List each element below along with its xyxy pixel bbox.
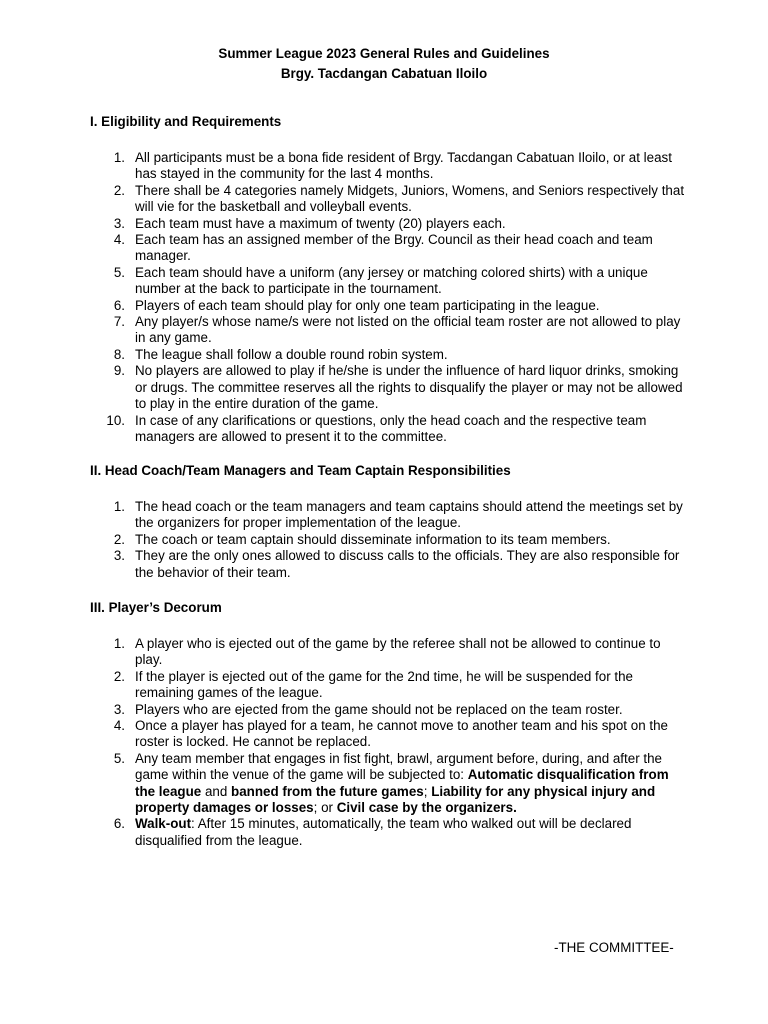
list-item bbox=[90, 265, 690, 298]
list-item bbox=[90, 216, 690, 232]
list-number: 7. bbox=[113, 314, 125, 330]
bold-text: Liability for any physical injury and property damages or losses bbox=[135, 783, 656, 816]
text-run: and bbox=[201, 783, 232, 799]
list-text: Each team has an assigned member of the Brgy. Council as their head coach and team manager. bbox=[135, 232, 653, 264]
text-run: : After 15 minutes, automatically, the team who walked out will be declared disqualified from the league. bbox=[135, 816, 632, 848]
list-item bbox=[90, 548, 690, 581]
list-number: 3. bbox=[113, 701, 125, 717]
list-number: 2. bbox=[113, 182, 125, 198]
list-item bbox=[90, 702, 690, 718]
eligibility-list bbox=[90, 150, 690, 445]
list-number: 4. bbox=[113, 718, 125, 734]
list-text: No players are allowed to play if he/she is under the influence of hard liquor drinks, smoking or drugs. The committee reserves all the rights to disqualify the player or may not be allowed to play in the entire duration of the game. bbox=[135, 363, 683, 412]
list-item bbox=[90, 150, 690, 183]
section-heading-decorum: III. Player’s Decorum bbox=[90, 600, 222, 615]
list-number: 2. bbox=[113, 531, 125, 547]
list-item bbox=[90, 669, 690, 702]
list-number: 1. bbox=[113, 636, 125, 651]
text-run: ; or bbox=[313, 800, 337, 816]
list-number: 5. bbox=[113, 264, 125, 280]
list-item bbox=[90, 816, 690, 849]
list-item bbox=[90, 232, 690, 265]
list-text: Once a player has played for a team, he cannot move to another team and his spot on the roster is locked. He cannot be replaced. bbox=[135, 718, 668, 750]
list-text: They are the only ones allowed to discuss calls to the officials. They are also responsible for the behavior of their team. bbox=[135, 548, 680, 580]
list-item bbox=[90, 413, 690, 446]
list-text: Players who are ejected from the game should not be replaced on the team roster. bbox=[135, 701, 623, 717]
list-number: 3. bbox=[113, 215, 125, 231]
list-text: Players of each team should play for only one team participating in the league. bbox=[135, 297, 600, 313]
list-item bbox=[90, 363, 690, 412]
bold-text: Civil case by the organizers. bbox=[336, 800, 517, 816]
list-number: 4. bbox=[113, 232, 125, 248]
list-text: A player who is ejected out of the game by the referee shall not be allowed to continue to play. bbox=[135, 636, 661, 668]
list-number: 6. bbox=[113, 816, 125, 832]
list-item bbox=[90, 499, 690, 532]
list-text: The coach or team captain should disseminate information to its team members. bbox=[135, 531, 611, 547]
responsibilities-list bbox=[90, 499, 690, 581]
signature: -THE COMMITTEE- bbox=[554, 940, 674, 955]
list-text: If the player is ejected out of the game for the 2nd time, he will be suspended for the remaining games of the league. bbox=[135, 668, 633, 701]
text-run: Any team member that engages in fist fight, brawl, argument before, during, and after the game within the venue of the game will be subjected to: bbox=[135, 750, 662, 783]
list-item bbox=[90, 314, 690, 347]
list-item bbox=[90, 636, 690, 669]
list-text: Each team should have a uniform (any jersey or matching colored shirts) with a unique number at the back to participate in the tournament. bbox=[135, 264, 648, 297]
text-run: ; bbox=[423, 783, 432, 799]
list-number: 1. bbox=[113, 499, 125, 514]
list-number: 1. bbox=[113, 150, 125, 165]
section-heading-eligibility: I. Eligibility and Requirements bbox=[90, 114, 282, 129]
document-subtitle: Brgy. Tacdangan Cabatuan Iloilo bbox=[280, 66, 488, 81]
list-item bbox=[90, 718, 690, 751]
list-number: 8. bbox=[113, 346, 125, 362]
document-title: Summer League 2023 General Rules and Guidelines bbox=[218, 46, 550, 61]
list-text: There shall be 4 categories namely Midgets, Juniors, Womens, and Seniors respectively that will vie for the basketball and volleyball events. bbox=[135, 182, 685, 215]
list-item bbox=[90, 183, 690, 216]
bold-text: Automatic disqualification from the league bbox=[135, 767, 669, 799]
section-heading-responsibilities: II. Head Coach/Team Managers and Team Captain Responsibilities bbox=[90, 463, 511, 478]
list-number: 6. bbox=[113, 297, 125, 313]
list-item bbox=[90, 751, 690, 817]
list-item bbox=[90, 347, 690, 363]
decorum-list bbox=[90, 636, 690, 849]
list-number: 9. bbox=[113, 363, 125, 379]
bold-text: Walk-out bbox=[135, 816, 192, 832]
list-text bbox=[135, 816, 690, 849]
list-number: 5. bbox=[113, 750, 125, 766]
list-text: Any player/s whose name/s were not listed on the official team roster are not allowed to play in any game. bbox=[135, 314, 681, 346]
list-text: In case of any clarifications or questions, only the head coach and the respective team managers are allowed to present it to the committee. bbox=[135, 412, 647, 444]
bold-text: banned from the future games bbox=[231, 783, 424, 799]
list-text: The league shall follow a double round robin system. bbox=[135, 346, 448, 362]
list-item bbox=[90, 298, 690, 314]
list-text: Each team must have a maximum of twenty (20) players each. bbox=[135, 215, 506, 231]
list-number: 2. bbox=[113, 668, 125, 684]
list-text bbox=[135, 751, 690, 817]
list-number: 3. bbox=[113, 548, 125, 564]
list-number: 10. bbox=[106, 412, 125, 428]
list-item bbox=[90, 532, 690, 548]
list-text: All participants must be a bona fide resident of Brgy. Tacdangan Cabatuan Iloilo, or at least has stayed in the community for the last 4 months. bbox=[135, 150, 672, 182]
list-text: The head coach or the team managers and team captains should attend the meetings set by the organizers for proper implementation of the league. bbox=[135, 499, 683, 531]
